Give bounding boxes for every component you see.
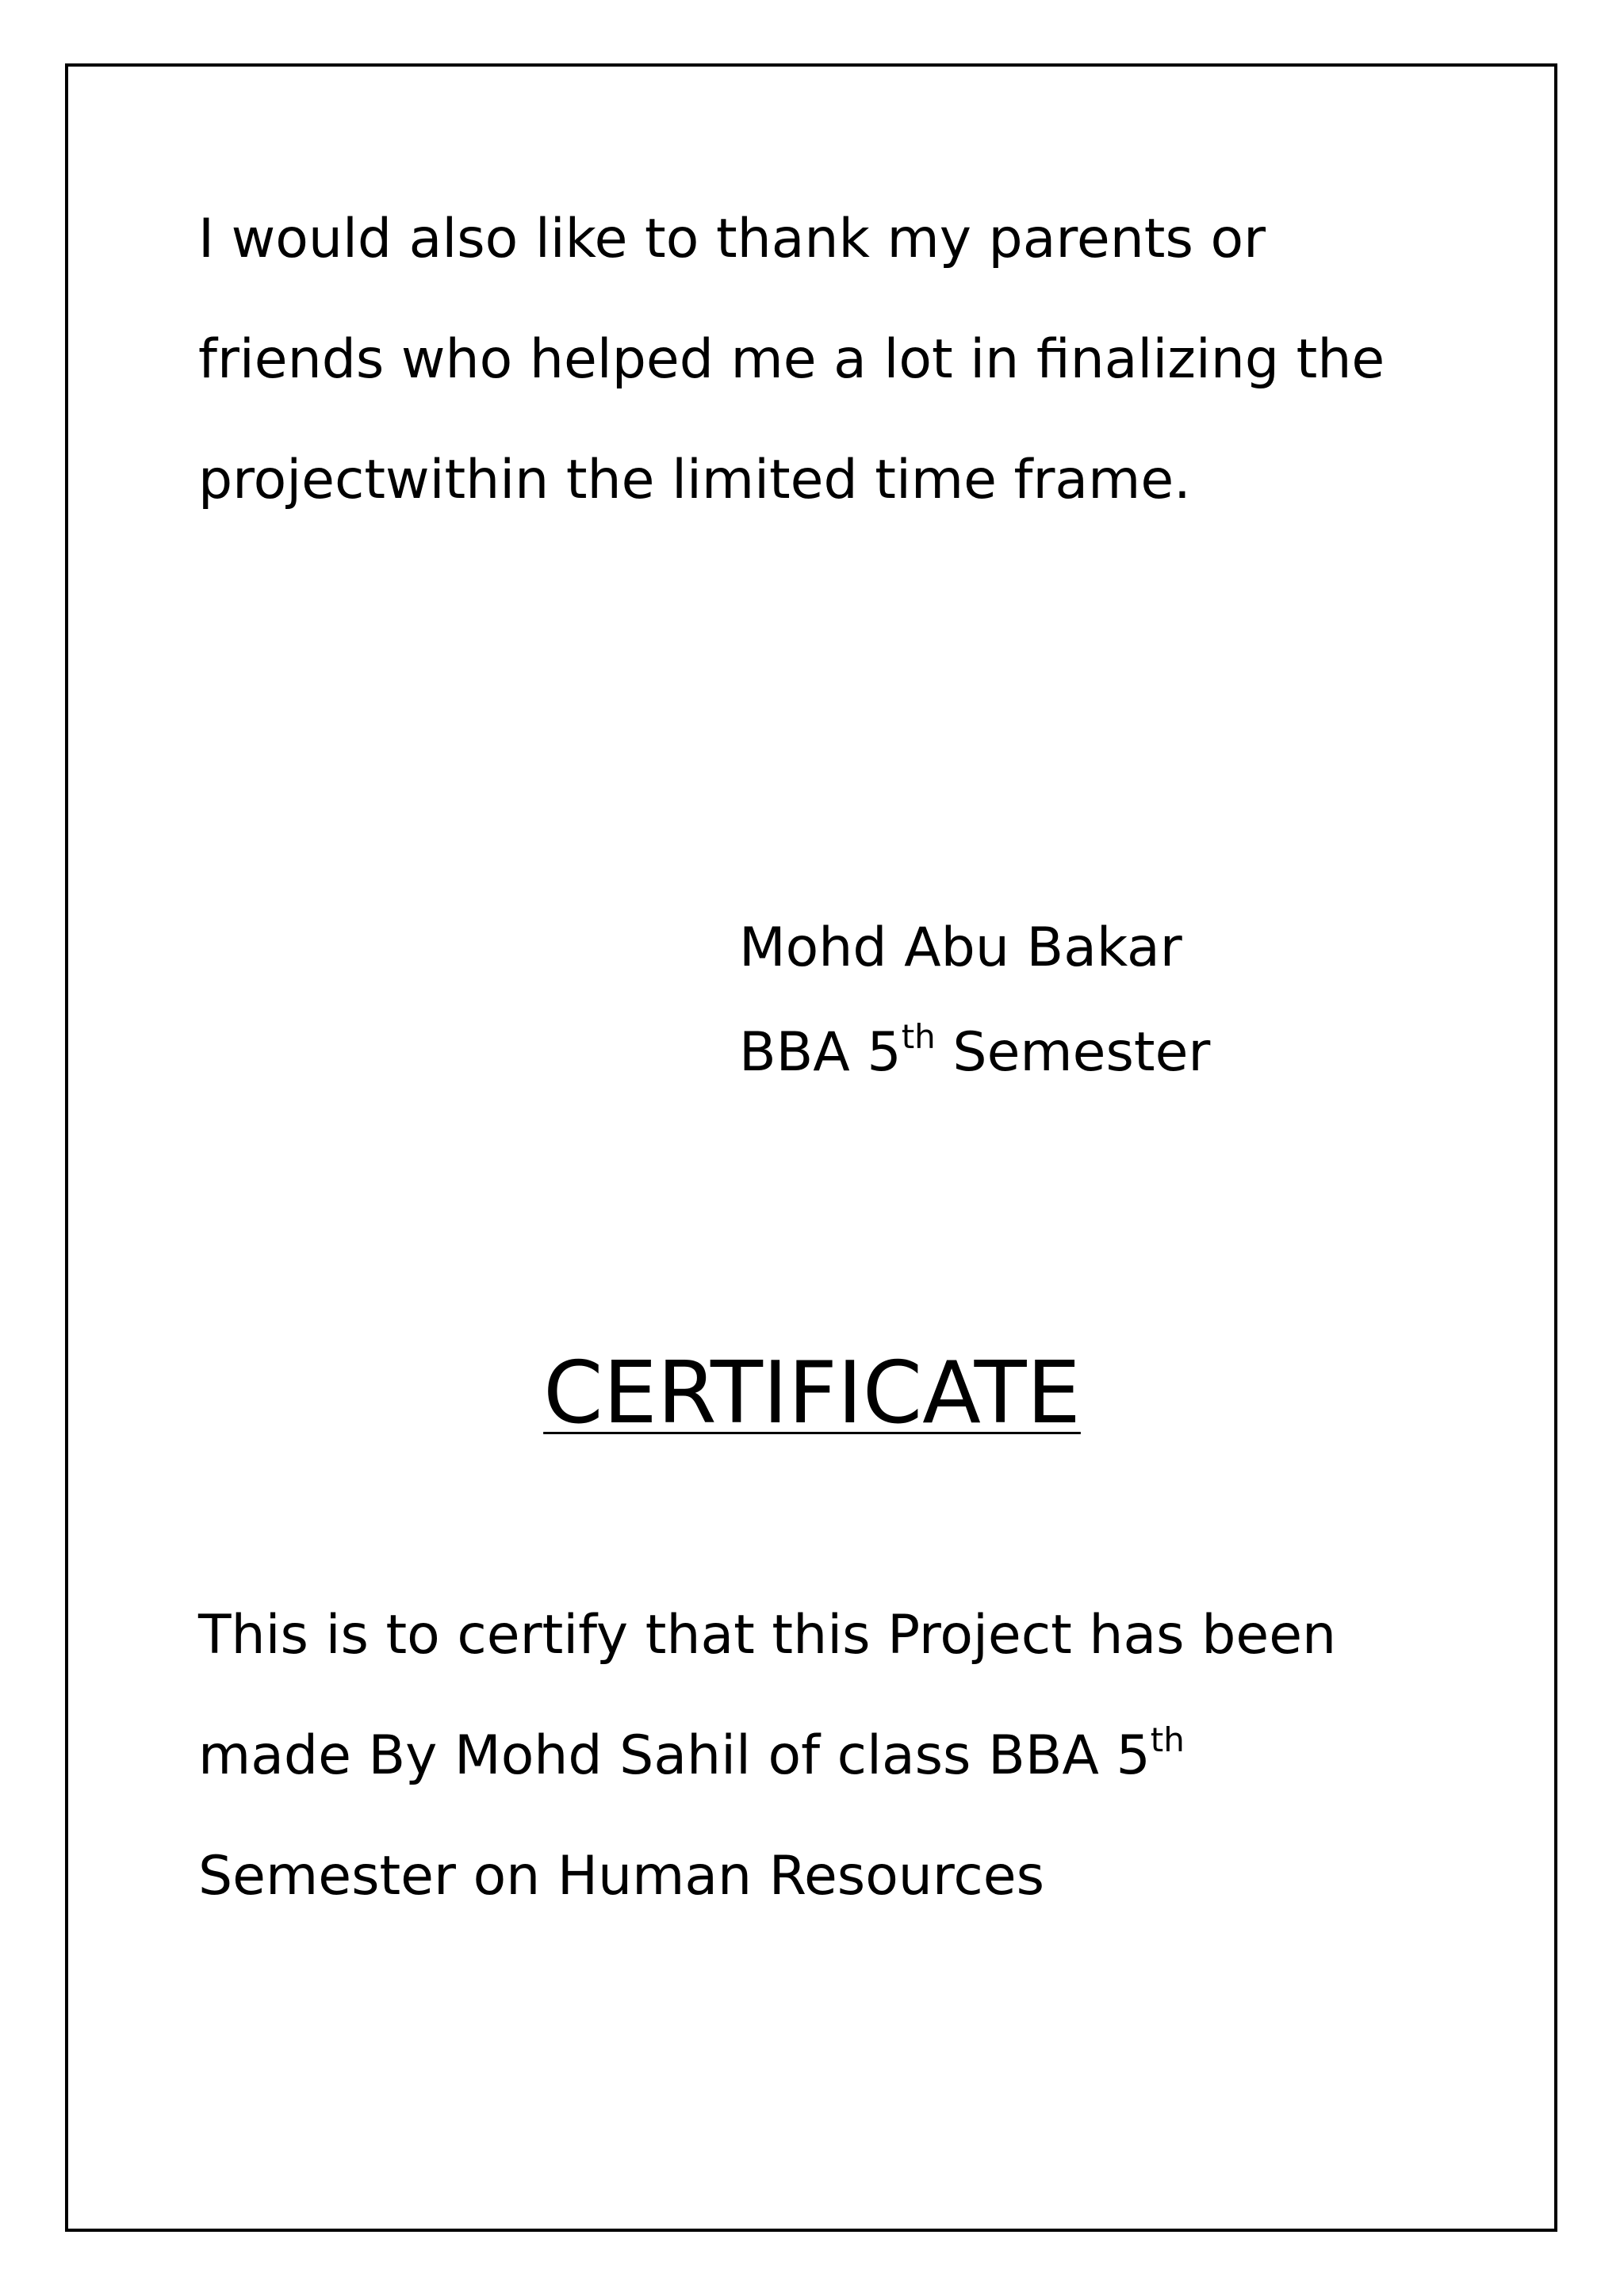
certificate-line-1: This is to certify that this Project has been: [198, 1604, 1337, 1667]
certificate-line-2: [198, 1696, 1467, 1816]
acknowledgement-paragraph: [198, 179, 1467, 541]
acknowledgement-line-2: friends who helped me a lot in finalizing the: [198, 328, 1385, 391]
certificate-heading: [0, 1338, 1624, 1449]
acknowledgement-line-1: I would also like to thank my parents or: [198, 208, 1266, 270]
signature-class-prefix: BBA 5: [739, 1021, 902, 1084]
certificate-line-2-sup: th: [1150, 1720, 1185, 1759]
signature-class-suffix: Semester: [935, 1021, 1211, 1084]
certificate-line-3: Semester on Human Resources: [198, 1845, 1045, 1908]
signature-block: [739, 896, 1210, 1105]
signature-class-sup: th: [901, 1017, 936, 1056]
certificate-line-2-prefix: made By Mohd Sahil of class BBA 5: [198, 1724, 1151, 1787]
signature-name: Mohd Abu Bakar: [739, 916, 1182, 979]
acknowledgement-line-3: projectwithin the limited time frame.: [198, 449, 1191, 511]
certificate-heading-text: CERTIFICATE: [543, 1344, 1081, 1443]
signature-class: [739, 1001, 1210, 1105]
certificate-paragraph: [198, 1575, 1467, 1937]
